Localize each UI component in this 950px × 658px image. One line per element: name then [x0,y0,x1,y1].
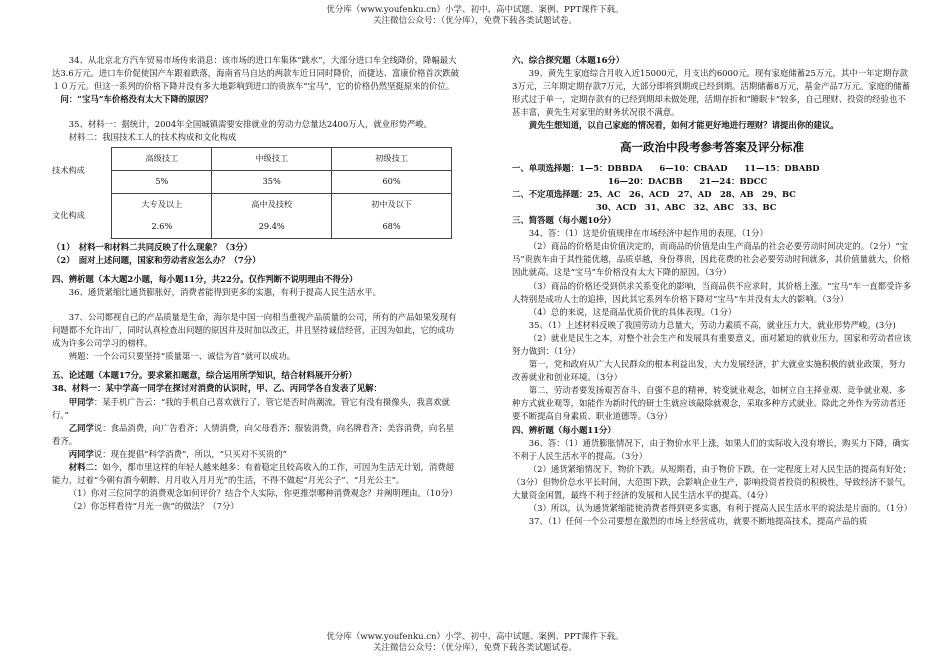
table-cell: 初中及以下 [332,193,452,216]
table-cell: 中级技工 [212,147,332,170]
q34-text: 34、从北京北方汽车贸易市场传来消息：该市场的进口车集体“跳水”，大部分进口车全线降价，降幅最大达3.6万元。进口车价促使国产车跟着跌落，海南省马自达的两款车近日同时降价，而捷达、富康价格首次跌破１０万元。但这一系列的价格下降并没有多大地影响到进口的贵族车“宝马”，它的价格仍然坚挺原来的价位。 [52,55,459,92]
left-column [52,54,460,513]
q38-material-2: 材料二：如今，都市里这样的年轻人越来越多：有着稳定且较高收入的工作，可因为生活无计划，消费超能力，过着“今朝有酒今朝醉、月月收入月月光”的生活，不得不做起“月光公子”、“月光公主”。 [52,461,455,486]
q35-material-1: 35、材料一：据统计，2004年全国城镇需要安排就业的劳动力总量达2400万人，就业形势严峻。 [68,119,432,130]
answer-key-title: 高一政治中段考参考答案及评分标准 [620,139,804,154]
answer-multi: 二、不定项选择题：25、AC 26、ACD 27、AD 28、AB 29、BC [512,188,796,199]
answer-36: （2）通货紧缩情况下，物价下跌。从短期看，由于物价下跌，在一定程度上对人民生活的提高有好处；（3分）但物价总水平长时间，大范围下跌，会影响企业生产，影响投资者投资的积极性，导致经济不景气，大量资金闲置，最终不利于经济的发展和人民生活水平的提高。（4分） [512,463,911,500]
material-label: 材料二： [68,461,103,472]
answer-35: （2）就业是民生之本，对整个社会生产和发展具有重要意义，面对紧迫的就业压力，国家和劳动者应该努力做到：（1分） [512,332,911,356]
answer-35: 第二，劳动者要发扬艰苦奋斗、自强不息的精神，转变就业观念，如树立自主择业观、竞争就业观、多种方式就业观等，如能作为新时代的研士生就应该敲除就观念，采取多种方式就业。除此之外作为劳动者还要不断提高自身素质、职业道德等。（3分） [512,385,906,422]
q35-material-2: 材料二：我国技术工人的技术构成和文化构成 [68,132,237,143]
right-column [512,54,912,528]
table-cell: 2.6% [112,216,212,239]
q35-sub-question: （1） 材料一和材料二共同反映了什么现象？（3分） [52,241,253,252]
header-line: 关注微信公众号：（优分库），免费下载各类试题试卷。 [372,16,577,26]
page-footer [0,632,950,654]
table-cell: 29.4% [212,216,332,239]
q35-sub-question: （2） 面对上述问题，国家和劳动者应怎么办？（7分） [52,254,261,265]
section-6-title: 六、综合探究题（本题16分） [512,55,625,65]
q36-text: 36、通货紧缩比通货膨胀好，消费者能得到更多的实惠，有利于提高人民生活水平。 [68,286,381,297]
footer-line: 关注微信公众号：（优分库），免费下载各类试题试卷。 [372,643,577,653]
table-cell: 60% [332,170,452,193]
header-line: 优分库（www.youfenku.cn）小学、初中、高中试题、案例、PPT课件下载。 [326,5,624,15]
table-cell: 35% [212,170,332,193]
q38-student-b: 乙同学说：食品消费，向广告看齐；人情消费，向父母看齐；服装消费，向名牌看齐；美容消费，向名星看齐。 [52,422,455,446]
section-5-title: 五、论述题（本题17分。要求紧扣题意，综合运用所学知识，结合材料展开分析） [52,370,357,381]
answer-section-3: 三、简答题（每小题10分） [512,215,616,226]
answer-36: 36、答：（1）通货膨胀情况下，由于物价水平上涨，如果人们的实际收入没有增长，购买力下降，确实不利于人民生活水平的提高。（3分） [512,437,910,461]
q38-intro: 38、材料一：某中学高一同学在探讨对消费的认识时，甲、乙、丙同学各自发表了见解： [52,383,382,394]
q37-text: 37、公司都视自己的产品质量是生命，海尔是中国一向相当重视产品质量的公司，所有的产品如果发现有问题都不允许出厂，同时认真检查出问题的原因并及时加以改正，并且坚持诚信经营，正因为如此，它的成功成为许多公司学习的榜样。 [52,311,457,349]
answer-34: （4）总的来说，这是商品优质价优的具体表现。（1分） [528,306,737,317]
answer-mc-cont: 16—20：DACBB 21—24：BDCC [608,175,768,186]
table-cell: 5% [112,170,212,193]
table-row-label: 技术构成 [52,164,85,175]
answer-multi-cont: 30、ACD 31、ABC 32、ABC 33、BC [596,201,777,212]
table-cell: 高级技工 [112,147,212,170]
answer-35: 35、（1）上述材料反映了我国劳动力总量大，劳动力素质不高，就业压力大，就业形势严峻。(3分) [528,319,896,330]
speaker-label: 甲同学 [68,396,94,407]
table-cell: 大专及以上 [112,193,212,216]
q38-sub-question: （2）你怎样看待“月光一族”的做法？（7分） [68,501,239,512]
q38-student-a: 甲同学：某手机广告云：“我的手机自己喜欢就行了，管它是否时尚潮流，管它有没有摄像头，我喜欢就行。” [52,396,450,420]
table-cell: 初级技工 [332,147,452,170]
speaker-label: 乙同学 [68,422,94,433]
skills-table [52,147,452,239]
q39-text: 39、黄先生家庭综合月收入近15000元，月支出约6000元。现有家庭储蓄25万元，其中一年定期存款3万元，三年期定期存款7万元，大部分即将到期或已经到期。活期储蓄8万元，基金产品7万元。家庭的储蓄形式过于单一，定期存款有的已经到期却未做处理，活期存折和“睡眠卡”较多，自己理财、投资的经验也不甚丰富，黄先生对家里的财务状况很不满意。 [512,68,911,118]
q38-student-c: 丙同学说：现在提倡“科学消费”，所以，“只买对不买贵的” [68,448,287,459]
table-row-label: 文化构成 [52,210,85,221]
section-4-title: 四、辨析题（本大题2小题，每小题11分，共22分。仅作判断不说明理由不得分） [52,273,358,284]
answer-34: （2）商品的价格是由价值决定的，而商品的价值是由生产商品的社会必要劳动时间决定的。（2分）“宝马”贵族车由于其性能优越，品质卓越，身份尊贵，因此花费的社会必要劳动时间就多，其价值量就大，价格因此就高。这是“宝马”车价格没有太大下降的原因。（3分） [512,241,910,278]
q34-question: 问：“宝马”车价格没有太大下降的原因？ [60,94,213,105]
answer-mc: 一、单项选择题：1—5：DBBDA 6—10：CBAAD 11—15：DBABD [512,162,820,173]
answer-34: （3）商品的价格还受到供求关系变化的影响，当商品供不应求时，其价格上涨。“宝马”车一直都受许多人特别是成功人士的追捧，因此其它系列车价格下降对“宝马”车并没有太大的影响。（3分） [512,280,912,304]
table-cell: 高中及技校 [212,193,332,216]
answer-section-4: 四、辨析题（每小题11分） [512,424,616,435]
footer-line: 优分库（www.youfenku.cn）小学、初中、高中试题、案例、PPT课件下载。 [326,632,624,642]
answer-36: （3）所以，认为通货紧缩能使消费者得到更多实惠，有利于提高人民生活水平的说法是片面的。（1分） [528,503,913,514]
answer-37: 37、（1）任何一个公司要想在激烈的市场上经营成功，就要不断地提高技术，提高产品的质 [528,516,868,527]
q39-question: 黄先生想知道，以自己家庭的情况看，如何才能更好地进行理财？请提出你的建议。 [528,120,839,131]
answer-34: 34、答：（1）这是价值规律在市场经济中起作用的表现。（1分） [528,228,768,239]
speaker-label: 丙同学 [68,448,94,459]
page-header [0,5,950,27]
q38-sub-question: （1）你对三位同学的消费观念如何评价？结合个人实际，你更推崇哪种消费观念？并阐明理由。（10分） [68,488,458,499]
answer-35: 第一，党和政府从广大人民群众的根本利益出发，大力发展经济，扩大就业实施积极的就业政策，努力改善就业和创业环境。（3分） [512,359,906,383]
q37-question: 辨题：一个公司只要坚持“质量第一、诚信为首”就可以成功。 [68,351,296,362]
table-cell: 68% [332,216,452,239]
